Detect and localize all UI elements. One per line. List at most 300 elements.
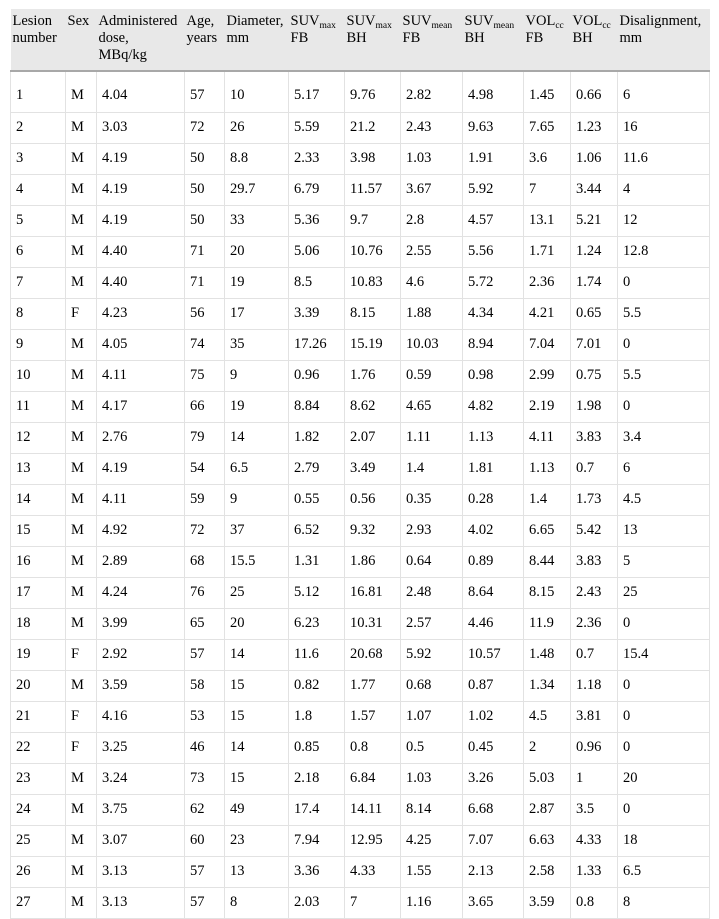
cell-volcc-bh: 5.42: [571, 515, 618, 546]
cell-disalignment: 8: [618, 887, 710, 918]
cell-volcc-bh: 4.33: [571, 825, 618, 856]
header-text: VOL: [525, 13, 556, 29]
cell-disalignment: 0: [618, 329, 710, 360]
cell-diameter: 14: [225, 732, 289, 763]
cell-suvmax-fb: 5.17: [289, 71, 345, 112]
cell-disalignment: 5.5: [618, 360, 710, 391]
table-row: [11, 670, 710, 701]
cell-administered-dose: 4.04: [97, 71, 185, 112]
cell-suvmax-bh: 6.84: [345, 763, 401, 794]
cell-suvmean-fb: 4.65: [401, 391, 463, 422]
column-header-disalignment: [618, 9, 710, 71]
cell-suvmean-fb: 3.67: [401, 174, 463, 205]
cell-diameter: 10: [225, 71, 289, 112]
cell-volcc-bh: 0.8: [571, 887, 618, 918]
cell-diameter: 8.8: [225, 143, 289, 174]
cell-administered-dose: 3.75: [97, 794, 185, 825]
cell-lesion-number: 7: [11, 267, 66, 298]
cell-suvmax-fb: 0.55: [289, 484, 345, 515]
cell-volcc-fb: 3.6: [524, 143, 571, 174]
cell-volcc-fb: 4.21: [524, 298, 571, 329]
cell-age: 54: [185, 453, 225, 484]
cell-suvmax-bh: 21.2: [345, 112, 401, 143]
cell-administered-dose: 4.11: [97, 360, 185, 391]
cell-suvmean-fb: 4.25: [401, 825, 463, 856]
cell-suvmax-fb: 0.85: [289, 732, 345, 763]
cell-volcc-bh: 1.74: [571, 267, 618, 298]
cell-diameter: 37: [225, 515, 289, 546]
cell-age: 71: [185, 236, 225, 267]
cell-suvmean-fb: 1.07: [401, 701, 463, 732]
cell-suvmax-bh: 10.31: [345, 608, 401, 639]
cell-suvmean-bh: 4.34: [463, 298, 524, 329]
header-text: FB: [290, 30, 309, 46]
cell-lesion-number: 27: [11, 887, 66, 918]
cell-sex: F: [66, 732, 97, 763]
table-row: [11, 608, 710, 639]
cell-sex: M: [66, 267, 97, 298]
cell-lesion-number: 11: [11, 391, 66, 422]
cell-suvmean-bh: 5.92: [463, 174, 524, 205]
cell-age: 60: [185, 825, 225, 856]
cell-diameter: 9: [225, 484, 289, 515]
header-text: Lesion: [12, 13, 52, 29]
column-header-diameter: [225, 9, 289, 71]
cell-suvmean-fb: 0.35: [401, 484, 463, 515]
cell-administered-dose: 4.19: [97, 453, 185, 484]
header-subscript: max: [375, 21, 392, 31]
cell-volcc-fb: 5.03: [524, 763, 571, 794]
cell-suvmax-fb: 11.6: [289, 639, 345, 670]
cell-disalignment: 0: [618, 701, 710, 732]
cell-suvmean-fb: 0.59: [401, 360, 463, 391]
table-row: [11, 329, 710, 360]
cell-volcc-fb: 2.19: [524, 391, 571, 422]
header-subscript: mean: [493, 21, 515, 31]
cell-administered-dose: 4.19: [97, 205, 185, 236]
cell-age: 72: [185, 515, 225, 546]
cell-suvmax-fb: 1.31: [289, 546, 345, 577]
cell-suvmean-fb: 4.6: [401, 267, 463, 298]
cell-suvmean-bh: 5.72: [463, 267, 524, 298]
cell-sex: M: [66, 763, 97, 794]
table-row: [11, 205, 710, 236]
cell-administered-dose: 3.99: [97, 608, 185, 639]
cell-suvmean-bh: 5.56: [463, 236, 524, 267]
cell-volcc-bh: 1.18: [571, 670, 618, 701]
cell-suvmean-bh: 0.28: [463, 484, 524, 515]
cell-sex: M: [66, 484, 97, 515]
cell-diameter: 49: [225, 794, 289, 825]
cell-sex: M: [66, 825, 97, 856]
cell-volcc-bh: 3.81: [571, 701, 618, 732]
cell-disalignment: 0: [618, 391, 710, 422]
cell-lesion-number: 8: [11, 298, 66, 329]
cell-suvmean-bh: 1.81: [463, 453, 524, 484]
table-row: [11, 453, 710, 484]
cell-suvmean-bh: 3.26: [463, 763, 524, 794]
cell-suvmax-fb: 5.59: [289, 112, 345, 143]
table-row: [11, 484, 710, 515]
cell-age: 59: [185, 484, 225, 515]
cell-lesion-number: 4: [11, 174, 66, 205]
cell-volcc-bh: 1.24: [571, 236, 618, 267]
cell-suvmax-fb: 2.03: [289, 887, 345, 918]
cell-suvmean-bh: 0.89: [463, 546, 524, 577]
cell-disalignment: 0: [618, 608, 710, 639]
cell-disalignment: 18: [618, 825, 710, 856]
cell-diameter: 15: [225, 701, 289, 732]
cell-sex: M: [66, 360, 97, 391]
cell-sex: M: [66, 143, 97, 174]
cell-suvmax-bh: 9.76: [345, 71, 401, 112]
cell-suvmean-bh: 10.57: [463, 639, 524, 670]
table-row: [11, 422, 710, 453]
table-row: [11, 267, 710, 298]
table-row: [11, 236, 710, 267]
cell-age: 71: [185, 267, 225, 298]
cell-suvmax-bh: 1.57: [345, 701, 401, 732]
cell-suvmax-bh: 10.76: [345, 236, 401, 267]
header-text: mm: [619, 30, 643, 46]
cell-diameter: 15: [225, 763, 289, 794]
cell-suvmean-fb: 0.68: [401, 670, 463, 701]
cell-suvmax-fb: 8.5: [289, 267, 345, 298]
cell-diameter: 29.7: [225, 174, 289, 205]
cell-suvmax-fb: 3.36: [289, 856, 345, 887]
cell-suvmean-bh: 1.91: [463, 143, 524, 174]
cell-age: 73: [185, 763, 225, 794]
cell-suvmean-bh: 4.98: [463, 71, 524, 112]
cell-age: 76: [185, 577, 225, 608]
cell-suvmean-bh: 4.46: [463, 608, 524, 639]
cell-suvmax-fb: 2.79: [289, 453, 345, 484]
cell-age: 79: [185, 422, 225, 453]
cell-sex: M: [66, 205, 97, 236]
cell-volcc-fb: 3.59: [524, 887, 571, 918]
column-header-suvmax-bh: [345, 9, 401, 71]
cell-suvmax-bh: 16.81: [345, 577, 401, 608]
header-text: SUV: [346, 13, 376, 29]
cell-age: 56: [185, 298, 225, 329]
cell-suvmax-fb: 0.96: [289, 360, 345, 391]
header-text: BH: [464, 30, 485, 46]
cell-lesion-number: 14: [11, 484, 66, 515]
cell-suvmean-bh: 0.98: [463, 360, 524, 391]
cell-lesion-number: 13: [11, 453, 66, 484]
cell-volcc-fb: 1.34: [524, 670, 571, 701]
cell-sex: M: [66, 71, 97, 112]
cell-administered-dose: 3.13: [97, 887, 185, 918]
cell-suvmean-bh: 1.02: [463, 701, 524, 732]
table-row: [11, 732, 710, 763]
cell-diameter: 19: [225, 267, 289, 298]
cell-sex: F: [66, 298, 97, 329]
table-row: [11, 174, 710, 205]
cell-volcc-fb: 1.71: [524, 236, 571, 267]
table-row: [11, 639, 710, 670]
cell-suvmax-bh: 12.95: [345, 825, 401, 856]
cell-sex: M: [66, 887, 97, 918]
cell-administered-dose: 4.19: [97, 143, 185, 174]
cell-diameter: 9: [225, 360, 289, 391]
cell-sex: M: [66, 391, 97, 422]
cell-sex: M: [66, 856, 97, 887]
cell-disalignment: 4: [618, 174, 710, 205]
table-header: [11, 9, 710, 71]
header-text: SUV: [464, 13, 494, 29]
header-text: Diameter,: [226, 13, 284, 29]
cell-lesion-number: 18: [11, 608, 66, 639]
cell-suvmax-bh: 9.7: [345, 205, 401, 236]
cell-lesion-number: 3: [11, 143, 66, 174]
cell-suvmean-bh: 8.64: [463, 577, 524, 608]
cell-suvmean-bh: 3.65: [463, 887, 524, 918]
cell-volcc-bh: 0.96: [571, 732, 618, 763]
cell-volcc-fb: 2.87: [524, 794, 571, 825]
cell-suvmax-bh: 14.11: [345, 794, 401, 825]
cell-suvmax-bh: 1.76: [345, 360, 401, 391]
cell-diameter: 6.5: [225, 453, 289, 484]
table-row: [11, 298, 710, 329]
cell-suvmean-bh: 4.82: [463, 391, 524, 422]
cell-suvmax-fb: 1.8: [289, 701, 345, 732]
cell-age: 53: [185, 701, 225, 732]
cell-diameter: 26: [225, 112, 289, 143]
cell-volcc-fb: 1.48: [524, 639, 571, 670]
cell-administered-dose: 4.05: [97, 329, 185, 360]
table-row: [11, 794, 710, 825]
cell-volcc-bh: 1.98: [571, 391, 618, 422]
cell-disalignment: 25: [618, 577, 710, 608]
cell-suvmax-fb: 5.06: [289, 236, 345, 267]
cell-suvmax-fb: 17.26: [289, 329, 345, 360]
cell-diameter: 15: [225, 670, 289, 701]
cell-suvmax-bh: 3.98: [345, 143, 401, 174]
cell-sex: M: [66, 794, 97, 825]
cell-diameter: 13: [225, 856, 289, 887]
cell-suvmean-bh: 9.63: [463, 112, 524, 143]
cell-suvmax-bh: 20.68: [345, 639, 401, 670]
header-text: Sex: [67, 13, 90, 29]
cell-volcc-fb: 2.36: [524, 267, 571, 298]
header-text: FB: [525, 30, 544, 46]
header-subscript: mean: [431, 21, 453, 31]
cell-suvmax-fb: 2.33: [289, 143, 345, 174]
cell-suvmax-bh: 2.07: [345, 422, 401, 453]
cell-suvmean-fb: 1.03: [401, 143, 463, 174]
cell-diameter: 14: [225, 639, 289, 670]
cell-administered-dose: 3.03: [97, 112, 185, 143]
cell-disalignment: 13: [618, 515, 710, 546]
cell-volcc-fb: 7: [524, 174, 571, 205]
cell-sex: M: [66, 577, 97, 608]
table-row: [11, 701, 710, 732]
header-subscript: cc: [602, 21, 611, 31]
table-row: [11, 825, 710, 856]
header-text: VOL: [572, 13, 603, 29]
cell-administered-dose: 3.24: [97, 763, 185, 794]
cell-age: 57: [185, 887, 225, 918]
lesion-data-table: [10, 9, 710, 919]
cell-suvmax-bh: 11.57: [345, 174, 401, 205]
column-header-volcc-fb: [524, 9, 571, 71]
cell-suvmean-fb: 1.16: [401, 887, 463, 918]
cell-administered-dose: 4.92: [97, 515, 185, 546]
cell-suvmean-bh: 7.07: [463, 825, 524, 856]
cell-suvmax-fb: 6.79: [289, 174, 345, 205]
cell-administered-dose: 4.11: [97, 484, 185, 515]
cell-administered-dose: 4.23: [97, 298, 185, 329]
cell-diameter: 19: [225, 391, 289, 422]
cell-volcc-fb: 1.45: [524, 71, 571, 112]
cell-lesion-number: 19: [11, 639, 66, 670]
cell-age: 57: [185, 71, 225, 112]
cell-disalignment: 12.8: [618, 236, 710, 267]
cell-suvmean-fb: 1.88: [401, 298, 463, 329]
cell-suvmax-fb: 8.84: [289, 391, 345, 422]
cell-administered-dose: 4.40: [97, 267, 185, 298]
cell-volcc-bh: 1: [571, 763, 618, 794]
cell-disalignment: 20: [618, 763, 710, 794]
cell-lesion-number: 1: [11, 71, 66, 112]
cell-suvmax-bh: 10.83: [345, 267, 401, 298]
cell-volcc-fb: 8.44: [524, 546, 571, 577]
header-row: [11, 9, 710, 71]
cell-disalignment: 12: [618, 205, 710, 236]
cell-volcc-fb: 6.63: [524, 825, 571, 856]
cell-suvmax-bh: 1.86: [345, 546, 401, 577]
cell-suvmax-fb: 7.94: [289, 825, 345, 856]
table-row: [11, 763, 710, 794]
cell-sex: M: [66, 174, 97, 205]
cell-age: 62: [185, 794, 225, 825]
cell-age: 57: [185, 856, 225, 887]
cell-suvmean-bh: 1.13: [463, 422, 524, 453]
cell-volcc-fb: 4.11: [524, 422, 571, 453]
cell-volcc-bh: 3.5: [571, 794, 618, 825]
cell-suvmax-bh: 7: [345, 887, 401, 918]
cell-lesion-number: 23: [11, 763, 66, 794]
cell-lesion-number: 24: [11, 794, 66, 825]
cell-sex: F: [66, 701, 97, 732]
table-row: [11, 856, 710, 887]
cell-suvmax-fb: 1.82: [289, 422, 345, 453]
cell-lesion-number: 9: [11, 329, 66, 360]
cell-administered-dose: 3.13: [97, 856, 185, 887]
cell-volcc-bh: 1.33: [571, 856, 618, 887]
cell-suvmax-bh: 3.49: [345, 453, 401, 484]
cell-suvmax-bh: 1.77: [345, 670, 401, 701]
cell-volcc-bh: 2.36: [571, 608, 618, 639]
cell-volcc-bh: 7.01: [571, 329, 618, 360]
cell-volcc-fb: 8.15: [524, 577, 571, 608]
table-row: [11, 143, 710, 174]
cell-diameter: 17: [225, 298, 289, 329]
cell-administered-dose: 3.59: [97, 670, 185, 701]
cell-sex: M: [66, 422, 97, 453]
header-text: SUV: [402, 13, 432, 29]
cell-suvmean-fb: 2.57: [401, 608, 463, 639]
cell-volcc-fb: 7.65: [524, 112, 571, 143]
column-header-sex: [66, 9, 97, 71]
header-text: Disalignment,: [619, 13, 702, 29]
cell-volcc-fb: 13.1: [524, 205, 571, 236]
cell-volcc-bh: 0.7: [571, 639, 618, 670]
cell-administered-dose: 4.24: [97, 577, 185, 608]
cell-disalignment: 5.5: [618, 298, 710, 329]
cell-volcc-bh: 2.43: [571, 577, 618, 608]
cell-age: 46: [185, 732, 225, 763]
column-header-volcc-bh: [571, 9, 618, 71]
cell-suvmax-fb: 6.52: [289, 515, 345, 546]
cell-sex: M: [66, 670, 97, 701]
cell-administered-dose: 3.07: [97, 825, 185, 856]
lesion-table-container: [10, 9, 709, 910]
cell-disalignment: 3.4: [618, 422, 710, 453]
cell-volcc-fb: 2.99: [524, 360, 571, 391]
cell-diameter: 23: [225, 825, 289, 856]
cell-diameter: 33: [225, 205, 289, 236]
cell-lesion-number: 20: [11, 670, 66, 701]
cell-disalignment: 0: [618, 670, 710, 701]
column-header-suvmean-fb: [401, 9, 463, 71]
cell-lesion-number: 5: [11, 205, 66, 236]
header-text: Administered: [98, 13, 178, 29]
cell-suvmax-bh: 8.15: [345, 298, 401, 329]
cell-administered-dose: 4.19: [97, 174, 185, 205]
cell-suvmax-bh: 8.62: [345, 391, 401, 422]
cell-volcc-bh: 0.65: [571, 298, 618, 329]
cell-volcc-fb: 1.4: [524, 484, 571, 515]
column-header-age: [185, 9, 225, 71]
cell-suvmean-bh: 2.13: [463, 856, 524, 887]
table-row: [11, 577, 710, 608]
cell-lesion-number: 25: [11, 825, 66, 856]
header-text: Age,: [186, 13, 215, 29]
cell-volcc-bh: 0.66: [571, 71, 618, 112]
header-subscript: max: [319, 21, 336, 31]
cell-lesion-number: 21: [11, 701, 66, 732]
cell-suvmean-bh: 4.57: [463, 205, 524, 236]
cell-suvmean-fb: 5.92: [401, 639, 463, 670]
cell-suvmean-fb: 1.03: [401, 763, 463, 794]
header-text: BH: [346, 30, 367, 46]
cell-suvmean-fb: 8.14: [401, 794, 463, 825]
cell-suvmean-bh: 8.94: [463, 329, 524, 360]
cell-volcc-bh: 1.06: [571, 143, 618, 174]
header-text: years: [186, 30, 218, 46]
column-header-suvmean-bh: [463, 9, 524, 71]
cell-lesion-number: 15: [11, 515, 66, 546]
cell-volcc-bh: 3.83: [571, 546, 618, 577]
cell-volcc-bh: 0.75: [571, 360, 618, 391]
header-text: number: [12, 30, 57, 46]
cell-suvmax-fb: 0.82: [289, 670, 345, 701]
cell-suvmean-bh: 0.45: [463, 732, 524, 763]
cell-administered-dose: 2.89: [97, 546, 185, 577]
cell-volcc-bh: 1.73: [571, 484, 618, 515]
cell-diameter: 20: [225, 608, 289, 639]
cell-disalignment: 5: [618, 546, 710, 577]
column-header-administered-dose: [97, 9, 185, 71]
cell-suvmean-bh: 4.02: [463, 515, 524, 546]
cell-age: 68: [185, 546, 225, 577]
cell-diameter: 14: [225, 422, 289, 453]
cell-suvmean-fb: 2.48: [401, 577, 463, 608]
cell-suvmax-bh: 15.19: [345, 329, 401, 360]
cell-volcc-fb: 7.04: [524, 329, 571, 360]
